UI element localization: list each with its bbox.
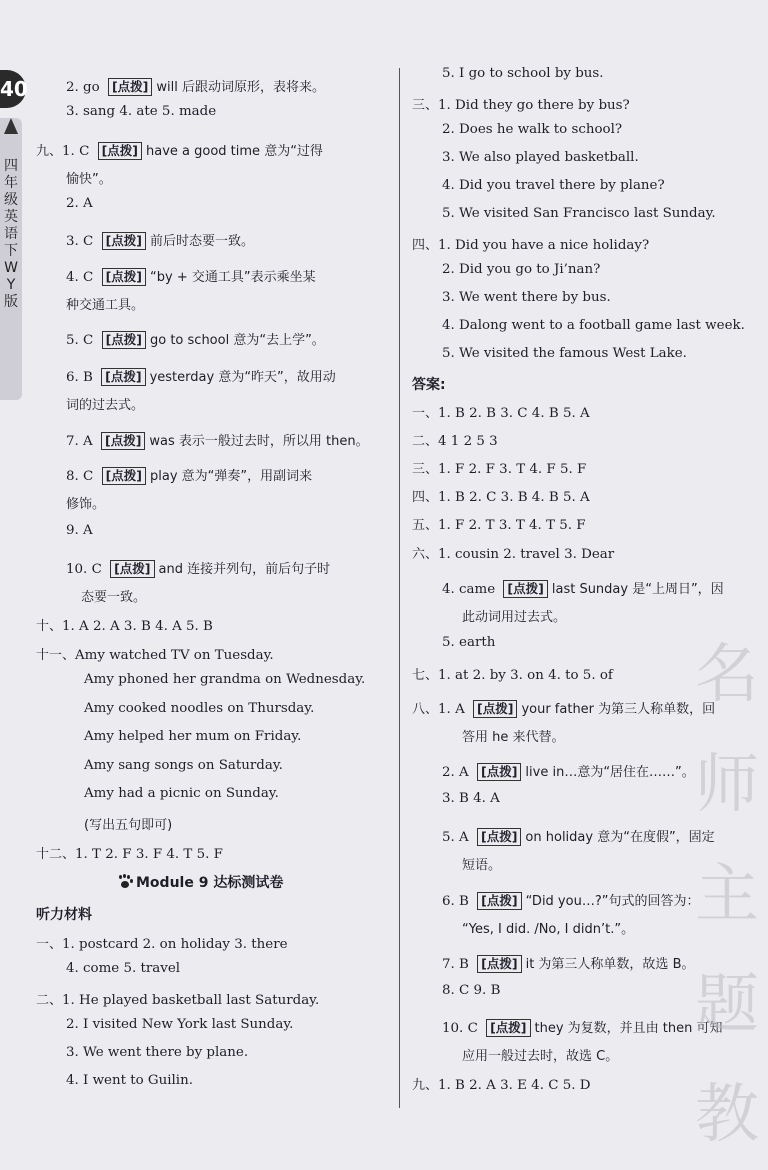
answer-line: 种交通工具。 — [66, 298, 145, 313]
answer-line: 4. Dalong went to a football game last week. — [442, 318, 745, 333]
answer-line: 2. Does he walk to school? — [442, 122, 623, 137]
answer-line: 答用 he 来代替。 — [462, 730, 565, 745]
answer-section-2: 二、4 1 2 5 3 — [412, 434, 498, 449]
answer-line: 2. I visited New York last Sunday. — [66, 1017, 294, 1032]
answer-section-4: 四、1. B 2. C 3. B 4. B 5. A — [412, 490, 590, 505]
paw-icon — [118, 875, 132, 889]
listening-section-1: 一、1. postcard 2. on holiday 3. there — [36, 937, 288, 952]
column-divider — [399, 68, 400, 1108]
answers-title: 答案: — [412, 377, 446, 393]
answer-line: 6. B [点拨] yesterday 意为“昨天”，故用动 — [66, 369, 336, 385]
answer-section-5: 五、1. F 2. T 3. T 4. T 5. F — [412, 518, 586, 533]
module-title: Module 9 达标测试卷 — [118, 872, 283, 892]
answer-line: 3. We went there by plane. — [66, 1045, 249, 1060]
section-12: 十二、1. T 2. F 3. F 4. T 5. F — [36, 847, 223, 862]
answer-line: 4. C [点拨] “by + 交通工具”表示乘坐某 — [66, 269, 316, 285]
answer-line: Amy phoned her grandma on Wednesday. — [84, 672, 366, 687]
answer-line: 5. We visited San Francisco last Sunday. — [442, 206, 716, 221]
answer-line: Amy helped her mum on Friday. — [84, 729, 302, 744]
answer-line: 5. We visited the famous West Lake. — [442, 346, 687, 361]
answer-line: 8. C [点拨] play 意为“弹奏”，用副词来 — [66, 468, 313, 484]
answer-section-6: 六、1. cousin 2. travel 3. Dear — [412, 547, 615, 562]
answer-line: 此动词用过去式。 — [462, 610, 567, 625]
answer-line: 3. C [点拨] 前后时态要一致。 — [66, 233, 255, 249]
section-10: 十、1. A 2. A 3. B 4. A 5. B — [36, 619, 213, 634]
page-number: 40 — [0, 70, 26, 108]
answer-line: 4. I went to Guilin. — [66, 1073, 193, 1088]
answer-section-9: 九、1. B 2. A 3. E 4. C 5. D — [412, 1078, 591, 1093]
answer-section-1: 一、1. B 2. B 3. C 4. B 5. A — [412, 406, 590, 421]
answer-section-3: 三、1. F 2. F 3. T 4. F 5. F — [412, 462, 587, 477]
answer-line: 应用一般过去时，故选 C。 — [462, 1049, 619, 1064]
answer-line: 愉快”。 — [66, 172, 112, 187]
answer-line: 7. A [点拨] was 表示一般过去时，所以用 then。 — [66, 433, 369, 449]
answer-line: 2. Did you go to Ji’nan? — [442, 262, 601, 277]
answer-line: “Yes, I did. /No, I didn’t.”。 — [462, 922, 635, 937]
answer-line: 4. Did you travel there by plane? — [442, 178, 665, 193]
answer-line: 2. A [点拨] live in…意为“居住在……”。 — [442, 764, 695, 780]
answer-line: 态要一致。 — [81, 590, 147, 605]
answer-line: Amy cooked noodles on Thursday. — [84, 701, 315, 716]
tip-badge: [点拨] — [108, 78, 152, 96]
answer-line: 5. A [点拨] on holiday 意为“在度假”，固定 — [442, 829, 715, 845]
answer-line: 3. We also played basketball. — [442, 150, 639, 165]
answer-line: 2. go [点拨] will 后跟动词原形，表将来。 — [66, 79, 325, 95]
answer-line: 短语。 — [462, 858, 502, 873]
answer-line: 3. B 4. A — [442, 791, 500, 806]
section-11: 十一、Amy watched TV on Tuesday. — [36, 648, 274, 663]
answer-line: 8. C 9. B — [442, 983, 501, 998]
watermark-stamp: 名师主题教 — [695, 638, 759, 1152]
listening-section-2: 二、1. He played basketball last Saturday. — [36, 993, 320, 1008]
answer-line: 4. came [点拨] last Sunday 是“上周日”，因 — [442, 581, 724, 597]
answer-line: 10. C [点拨] and 连接并列句，前后句子时 — [66, 561, 331, 577]
answer-line: 修饰。 — [66, 497, 106, 512]
answer-line: 词的过去式。 — [66, 398, 145, 413]
pencil-icon — [4, 118, 18, 134]
answer-line: Amy sang songs on Saturday. — [84, 758, 283, 773]
answer-line: 5. earth — [442, 635, 496, 650]
answer-line: 5. I go to school by bus. — [442, 66, 604, 81]
answer-line: 7. B [点拨] it 为第三人称单数，故选 B。 — [442, 956, 695, 972]
answer-line: 4. come 5. travel — [66, 961, 181, 976]
answer-line: 2. A — [66, 196, 93, 211]
answer-line: 10. C [点拨] they 为复数，并且由 then 可知 — [442, 1020, 723, 1036]
section-3: 三、1. Did they go there by bus? — [412, 98, 630, 113]
section-9-q1: 九、1. C [点拨] have a good time 意为“过得 — [36, 143, 323, 159]
answer-line: 3. sang 4. ate 5. made — [66, 104, 217, 119]
answer-line: 9. A — [66, 523, 93, 538]
answer-section-8: 八、1. A [点拨] your father 为第三人称单数，回 — [412, 701, 716, 717]
answer-line: Amy had a picnic on Sunday. — [84, 786, 279, 801]
side-tab-text: 四年级英语下WY版 — [4, 158, 18, 310]
answer-line: 5. C [点拨] go to school 意为“去上学”。 — [66, 332, 325, 348]
answer-section-7: 七、1. at 2. by 3. on 4. to 5. of — [412, 668, 613, 683]
answer-line: 6. B [点拨] “Did you…?”句式的回答为： — [442, 893, 700, 909]
listening-title: 听力材料 — [36, 907, 92, 923]
section-4: 四、1. Did you have a nice holiday? — [412, 238, 650, 253]
answer-line: 3. We went there by bus. — [442, 290, 611, 305]
answer-line: (写出五句即可) — [84, 818, 173, 833]
